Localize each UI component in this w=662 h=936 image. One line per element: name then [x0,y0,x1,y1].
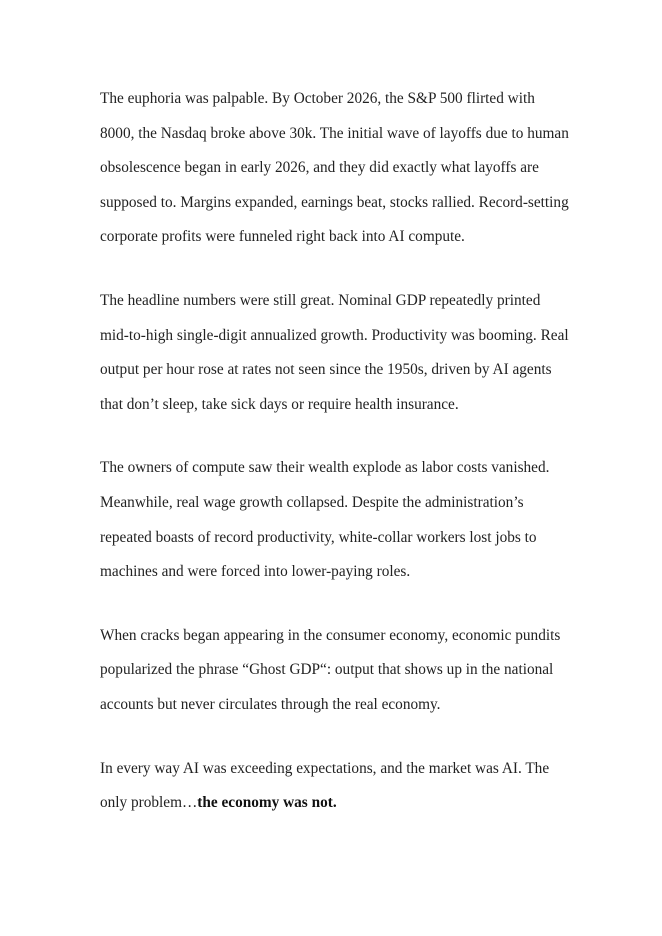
paragraph-conclusion [100,752,570,821]
conclusion-emphasis: the economy was not. [197,794,337,812]
paragraph-headline-numbers: The headline numbers were still great. Nominal GDP repeatedly printed mid-to-high single-digit annualized growth. Productivity was booming. Real output per hour rose at rates not seen since the 1950s, driven by AI agents that don’t sleep, take sick days or require health insurance. [100,291,569,413]
conclusion-text: In every way AI was exceeding expectations, and the market was AI. The only problem… [100,759,550,812]
paragraph-owners-of-compute: The owners of compute saw their wealth explode as labor costs vanished. Meanwhile, real wage growth collapsed. Despite the administration’s repeated boasts of record productivity, white-collar workers lost jobs to machines and were forced into lower-paying roles. [100,459,550,581]
paragraph-euphoria: The euphoria was palpable. By October 2026, the S&P 500 flirted with 8000, the Nasdaq broke above 30k. The initial wave of layoffs due to human obsolescence began in early 2026, and they did exactly what layoffs are supposed to. Margins expanded, earnings beat, stocks rallied. Record-setting corporate profits were funneled right back into AI compute. [100,90,569,246]
paragraph-ghost-gdp: When cracks began appearing in the consumer economy, economic pundits popularized the phrase “Ghost GDP“: output that shows up in the national accounts but never circulates through the real economy. [100,626,561,713]
document-body [100,82,570,850]
